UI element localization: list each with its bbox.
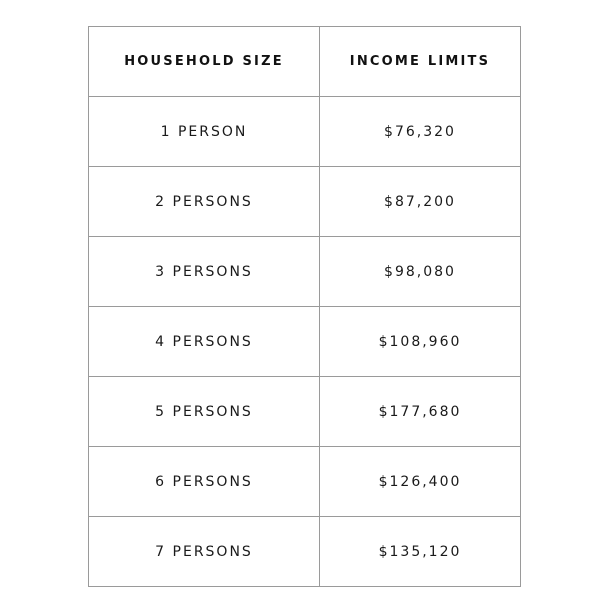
income-limit-cell: $76,320 xyxy=(320,97,521,167)
header-household-size: HOUSEHOLD SIZE xyxy=(89,27,320,97)
income-limit-cell: $126,400 xyxy=(320,447,521,517)
income-limit-cell: $135,120 xyxy=(320,517,521,587)
table-row xyxy=(89,97,521,167)
table-row xyxy=(89,237,521,307)
table-row xyxy=(89,447,521,517)
header-income-limits: INCOME LIMITS xyxy=(320,27,521,97)
household-size-cell: 7 PERSONS xyxy=(89,517,320,587)
income-limits-table xyxy=(88,26,521,587)
household-size-cell: 5 PERSONS xyxy=(89,377,320,447)
household-size-cell: 2 PERSONS xyxy=(89,167,320,237)
household-size-cell: 1 PERSON xyxy=(89,97,320,167)
income-limit-cell: $108,960 xyxy=(320,307,521,377)
household-size-cell: 4 PERSONS xyxy=(89,307,320,377)
table-row xyxy=(89,307,521,377)
household-size-cell: 3 PERSONS xyxy=(89,237,320,307)
table-header-row xyxy=(89,27,521,97)
household-size-cell: 6 PERSONS xyxy=(89,447,320,517)
income-limit-cell: $177,680 xyxy=(320,377,521,447)
table-row xyxy=(89,167,521,237)
income-limit-cell: $87,200 xyxy=(320,167,521,237)
table-row xyxy=(89,377,521,447)
income-limit-cell: $98,080 xyxy=(320,237,521,307)
table-row xyxy=(89,517,521,587)
